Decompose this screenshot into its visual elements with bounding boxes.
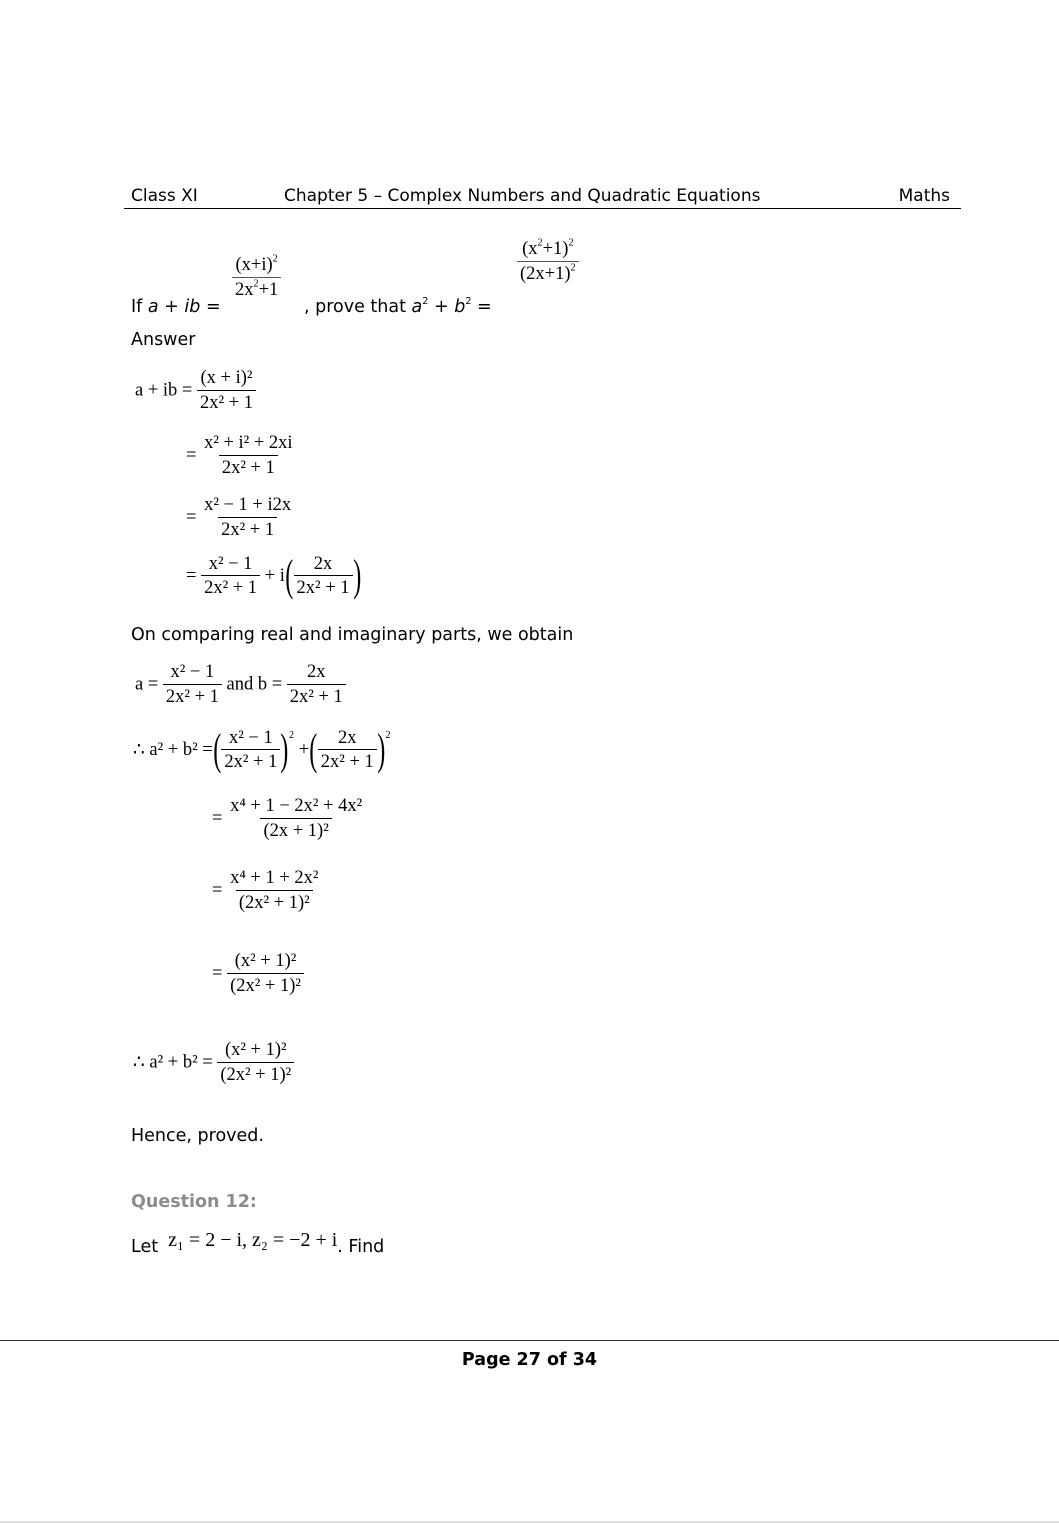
lhs: =: [186, 445, 197, 466]
text: If: [131, 297, 148, 317]
num: x² − 1: [208, 553, 253, 574]
exp: 2: [422, 295, 429, 307]
z-expression: z₁ = 2 − i, z₂ = −2 + i: [168, 1229, 338, 1251]
question-12-statement: [131, 1230, 384, 1257]
lhs: =: [212, 963, 223, 984]
a-ib: a + ib: [147, 297, 201, 317]
var-a: a: [411, 297, 423, 317]
header-subject: Maths: [898, 186, 950, 206]
plus: +: [298, 739, 310, 760]
lhs: a + ib =: [135, 380, 193, 401]
den: 2x² + 1: [163, 684, 222, 707]
let: Let: [131, 1237, 159, 1257]
num: (x + i)²: [200, 368, 253, 388]
den-tail: +1: [258, 279, 279, 300]
exp: 2: [465, 295, 472, 307]
exp: 2: [289, 729, 295, 741]
left-paren: (: [285, 551, 294, 600]
num: x⁴ + 1 + 2x²: [230, 868, 319, 888]
num: x² − 1: [170, 662, 215, 682]
question-12-title: Question 12:: [131, 1192, 257, 1212]
lhs: ∴ a² + b² =: [133, 739, 213, 760]
num: (x² + 1)²: [234, 951, 297, 971]
exp: 2: [272, 253, 278, 265]
sum-step-4: [212, 952, 304, 995]
num-tail: +1): [542, 239, 569, 259]
answer-label: Answer: [131, 330, 196, 350]
right-paren: ): [280, 725, 289, 774]
num: (x+i): [235, 255, 273, 275]
question-statement-prefix: [131, 297, 221, 317]
den: (2x² + 1)²: [227, 973, 304, 996]
conclusion: Hence, proved.: [131, 1126, 264, 1146]
text: =: [200, 297, 221, 317]
a-lhs: a =: [135, 674, 159, 695]
den: 2x² + 1: [221, 749, 280, 772]
num: 2x: [338, 727, 357, 748]
text: +: [428, 297, 455, 317]
sum-step-5: [133, 1041, 294, 1084]
den: 2x² + 1: [294, 575, 353, 598]
header-chapter: Chapter 5 – Complex Numbers and Quadratic Equations: [284, 186, 761, 206]
step-3: [186, 496, 294, 539]
num: x² + i² + 2xi: [204, 433, 293, 453]
text: , prove that: [304, 297, 412, 317]
num: x⁴ + 1 − 2x² + 4x²: [230, 796, 363, 816]
left-paren: (: [213, 725, 222, 774]
lhs: =: [186, 565, 197, 586]
den: 2x² + 1: [287, 684, 346, 707]
den: 2x² + 1: [197, 390, 256, 413]
sum-step-3: [212, 869, 321, 912]
num: (x² + 1)²: [224, 1040, 287, 1060]
den: (2x² + 1)²: [236, 890, 313, 913]
sum-step-1: [133, 725, 391, 774]
right-paren: ): [352, 551, 361, 600]
page-number: Page 27 of 34: [461, 1350, 598, 1370]
lhs: ∴ a² + b² =: [133, 1052, 213, 1073]
exp: 2: [537, 237, 543, 249]
step-1: [135, 369, 256, 412]
target-fraction: [517, 237, 579, 284]
step-2: [186, 434, 296, 477]
num: x² − 1: [228, 727, 273, 748]
b-lhs: b =: [257, 674, 283, 695]
find: . Find: [337, 1237, 385, 1257]
exp: 2: [253, 277, 259, 289]
den: 2x² + 1: [201, 575, 260, 598]
lhs: =: [212, 880, 223, 901]
and: and: [226, 674, 254, 695]
right-paren: ): [377, 725, 386, 774]
num: 2x: [307, 662, 326, 682]
given-fraction: [232, 253, 281, 300]
text: =: [471, 297, 492, 317]
plus-i: + i: [264, 565, 285, 586]
step-4: [186, 551, 361, 600]
lhs: =: [186, 507, 197, 528]
den: (2x² + 1)²: [217, 1062, 294, 1085]
den: (2x+1): [520, 263, 571, 284]
den: 2x² + 1: [318, 749, 377, 772]
left-paren: (: [309, 725, 318, 774]
question-statement-middle: [304, 297, 492, 317]
den: 2x² + 1: [219, 455, 278, 478]
exp: 2: [385, 729, 391, 741]
den: 2x: [235, 279, 254, 300]
num: 2x: [313, 553, 333, 574]
exp: 2: [568, 237, 574, 249]
sum-step-2: [212, 797, 365, 840]
footer-divider: [0, 1340, 1059, 1341]
den: (2x + 1)²: [260, 818, 331, 841]
page-header: [124, 186, 961, 209]
num: (x: [522, 239, 538, 259]
den: 2x² + 1: [218, 517, 277, 540]
num: x² − 1 + i2x: [204, 495, 292, 515]
header-class: Class XI: [131, 186, 198, 206]
ab-values: [135, 663, 346, 706]
exp: 2: [570, 261, 576, 273]
comparing-text: On comparing real and imaginary parts, we obtain: [131, 625, 574, 645]
lhs: =: [212, 808, 223, 829]
var-b: b: [454, 297, 466, 317]
